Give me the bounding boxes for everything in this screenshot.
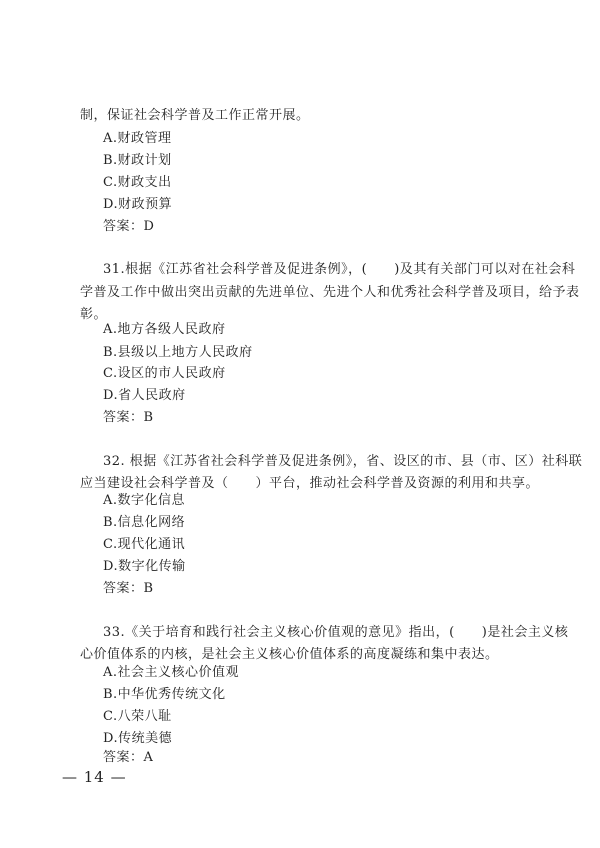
option-c: C.设区的市人民政府: [103, 366, 226, 381]
question-33-line-2: 心价值体系的内核，是社会主义核心价值体系的高度凝练和集中表达。: [80, 647, 499, 662]
option-a: A.地方各级人民政府: [103, 322, 226, 337]
option-c: C.现代化通讯: [103, 537, 186, 552]
option-b: B.财政计划: [103, 153, 172, 168]
question-32-line-2: 应当建设社会科学普及（ ）平台，推动社会科学普及资源的利用和共享。: [80, 476, 540, 491]
answer-line: 答案：B: [103, 410, 154, 425]
question-31-line-3: 彰。: [80, 307, 108, 322]
question-text-line: 制，保证社会科学普及工作正常开展。: [80, 108, 310, 123]
option-a: A.社会主义核心价值观: [103, 665, 240, 680]
option-a: A.财政管理: [103, 131, 172, 146]
question-31-line-1: 31.根据《江苏省社会科学普及促进条例》，( )及其有关部门可以对在社会科: [103, 262, 576, 277]
option-b: B.县级以上地方人民政府: [103, 345, 253, 360]
page-number: — 14 —: [62, 768, 127, 786]
option-d: D.财政预算: [103, 197, 173, 212]
option-c: C.财政支出: [103, 175, 172, 190]
answer-line: 答案：A: [103, 750, 154, 765]
option-d: D.省人民政府: [103, 388, 186, 403]
option-b: B.信息化网络: [103, 515, 186, 530]
answer-line: 答案：D: [103, 219, 155, 234]
option-b: B.中华优秀传统文化: [103, 687, 226, 702]
question-31-line-2: 学普及工作中做出突出贡献的先进单位、先进个人和优秀社会科学普及项目，给予表: [80, 285, 580, 300]
answer-line: 答案：B: [103, 581, 154, 596]
option-c: C.八荣八耻: [103, 709, 172, 724]
question-32-line-1: 32. 根据《江苏省社会科学普及促进条例》，省、设区的市、县（市、区）社科联: [103, 454, 583, 469]
option-d: D.传统美德: [103, 731, 173, 746]
option-d: D.数字化传输: [103, 559, 186, 574]
option-a: A.数字化信息: [103, 493, 186, 508]
question-33-line-1: 33.《关于培育和践行社会主义核心价值观的意见》指出，( )是社会主义核: [103, 625, 569, 640]
